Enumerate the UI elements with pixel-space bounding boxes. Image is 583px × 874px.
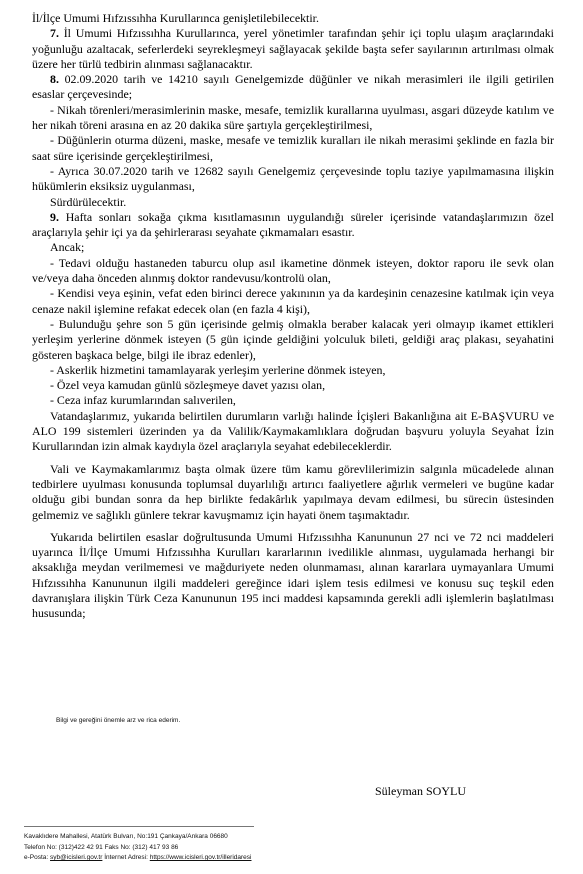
bullet-item: - Bulunduğu şehre son 5 gün içerisinde gelmiş olmakla beraber kalacak yeri olmayıp ikamet ettikleri yerleşim yerlerine dönmek isteyen (5 gün içinde geldiğini yolculuk bileti, geldiği araç plakası, seyahatini gösteren başkaca belge, bilgi ile ibraz edenler), bbox=[32, 316, 554, 362]
paragraph-7-text: İl Umumi Hıfzıssıhha Kurullarınca, yerel yönetimler tarafından şehir içi toplu ulaşım araçlarındaki yoğunluğu azaltacak, seferlerdeki seyrekleşmeyi sağlayacak şekilde başta sefer sayılarının artırılması olmak üzere her türlü tedbirin alınması sağlanacaktır. bbox=[32, 26, 554, 71]
paragraph-8 bbox=[32, 72, 554, 103]
footer-email-label: e-Posta: bbox=[24, 854, 49, 861]
bullet-item: - Ayrıca 30.07.2020 tarih ve 12682 sayılı Genelgemiz çerçevesinde toplu taziye yapılmamasına ilişkin hükümlerin eksiksiz uygulanması, bbox=[32, 163, 554, 194]
paragraph-9-ancak: Ancak; bbox=[50, 240, 85, 255]
footer-web-label: İnternet Adresi: bbox=[104, 854, 148, 861]
item-number-8: 8. bbox=[50, 72, 59, 87]
document-body bbox=[32, 11, 554, 622]
paragraph-10: Vali ve Kaymakamlarımız başta olmak üzere tüm kamu görevlilerimizin salgınla mücadelede alınan tedbirlere uyulması konusunda toplumsal duyarlılığı artırıcı faaliyetlere ağırlık vermeleri ve bugüne kadar olduğu gibi bundan sonra da hep birlikte fedakârlık yapılmaya devam edilmesi, bu sürecin üstesinden gelmemiz ve sağlıklı günlere tekrar kavuşmamız için hayati önem taşımaktadır. bbox=[32, 461, 554, 522]
footer-contact bbox=[24, 853, 252, 864]
paragraph-continuation: İl/İlçe Umumi Hıfzıssıhha Kurullarınca genişletilebilecektir. bbox=[32, 11, 319, 25]
item-number-7: 7. bbox=[50, 26, 59, 41]
bullet-item: - Özel veya kamudan günlü sözleşmeye davet yazısı olan, bbox=[50, 378, 326, 393]
paragraph-7 bbox=[32, 26, 554, 72]
item-number-9: 9. bbox=[50, 209, 59, 224]
bullet-item: - Nikah törenleri/merasimlerinin maske, mesafe, temizlik kurallarına uyulması, asgari düzeyde katılım ve her nikah töreni arasına en az 20 dakika süre şartıyla gerçekleştirilmesi, bbox=[32, 102, 554, 133]
paragraph-9-text: Hafta sonları sokağa çıkma kısıtlamasının uygulandığı süreler içerisinde vatandaşlarımızın özel araçlarıyla şehir içi ya da şehirlerarası seyahate çıkmamaları esastır. bbox=[32, 209, 554, 240]
footer-address: Kavaklıdere Mahallesi, Atatürk Bulvarı, No:191 Çankaya/Ankara 06680 bbox=[24, 833, 228, 840]
closing-note: Bilgi ve gereğini önemle arz ve rica ederim. bbox=[56, 717, 181, 724]
footer-divider bbox=[24, 826, 254, 827]
footer bbox=[24, 832, 252, 864]
paragraph-9 bbox=[32, 210, 554, 241]
bullet-item: - Kendisi veya eşinin, vefat eden birinci derece yakınının ya da kardeşinin cenazesine katılmak için veya cenaze nakil işlemine refakat edecek olan (en fazla 4 kişi), bbox=[32, 286, 554, 316]
paragraph-8-text: 02.09.2020 tarih ve 14210 sayılı Genelgemizde düğünler ve nikah merasimleri ile ilgili getirilen esaslar çerçevesinde; bbox=[32, 72, 554, 102]
paragraph-8-closing: Sürdürülecektir. bbox=[50, 194, 127, 209]
paragraph-11: Yukarıda belirtilen esaslar doğrultusunda Umumi Hıfzıssıhha Kanununun 27 nci ve 72 nci maddeleri uyarınca İl/İlçe Umumi Hıfzıssıhha Kurulları kararlarının ivedilikle alınması, uygulamada herhangi bir aksaklığa meydan verilmemesi ve mağduriyete neden olunmaması, alınan kararlara uymayanlara Umumi Hıfzıssıhha Kanununun ilgili maddeleri gereğince idari işlem tesis edilmesi ve konusu suç teşkil eden davranışlara ilişkin Türk Ceza Kanununun 195 inci maddesi kapsamında gerekli adli işlemlerin başlatılması hususunda; bbox=[32, 529, 554, 621]
footer-phone: Telefon No: (312)422 42 91 Faks No: (312) 417 93 86 bbox=[24, 843, 179, 851]
paragraph-9-closing: Vatandaşlarımız, yukarıda belirtilen durumların varlığı halinde İçişleri Bakanlığına ait E-BAŞVURU ve ALO 199 sistemleri üzerinden ya da Valilik/Kaymakamlıklara doğrudan başvuru yoluyla Seyahat İzin Kurullarından izin almak kaydıyla özel araçlarıyla seyahat edebileceklerdir. bbox=[32, 408, 554, 454]
bullet-item: - Düğünlerin oturma düzeni, maske, mesafe ve temizlik kuralları ile nikah merasimi şeklinde en fazla bir saat süre içerisinde gerçekleştirilmesi, bbox=[32, 133, 554, 163]
bullet-item: - Askerlik hizmetini tamamlayarak yerleşim yerlerine dönmek isteyen, bbox=[50, 362, 386, 377]
bullet-item: - Tedavi olduğu hastaneden taburcu olup asıl ikametine dönmek isteyen, doktor raporu ile sevk olan ve/veya daha önceden alınmış doktor randevusu/kontrolü olan, bbox=[32, 255, 554, 286]
bullet-item: - Ceza infaz kurumlarından salıverilen, bbox=[50, 393, 236, 408]
signature-name: Süleyman SOYLU bbox=[375, 784, 466, 798]
footer-email-link[interactable]: syb@icisleri.gov.tr bbox=[50, 854, 103, 861]
footer-web-link[interactable]: https://www.icisleri.gov.tr/illeridaresi bbox=[149, 854, 252, 861]
